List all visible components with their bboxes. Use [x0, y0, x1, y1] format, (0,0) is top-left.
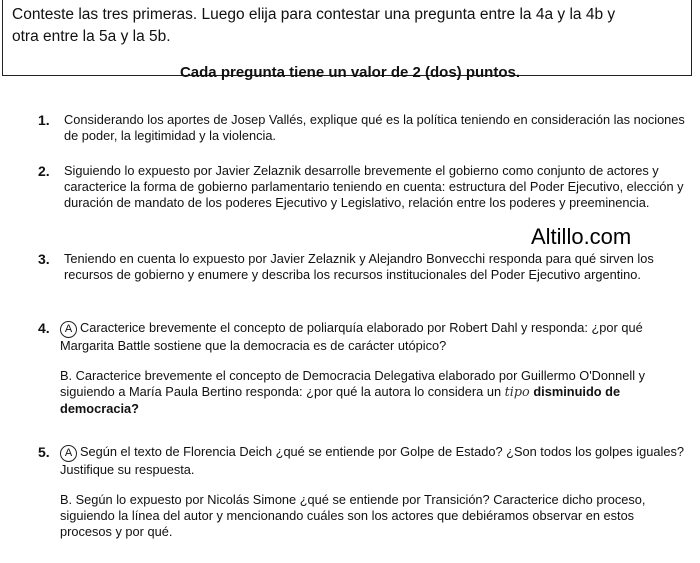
- question-5b-text: B. Según lo expuesto por Nicolás Simone ¿qué se entiende por Transición? Caracterice dicho proceso, siguiendo la línea del autor y mencionando cuáles son los actores que debiéramos observar en estos procesos y por qué.: [60, 492, 646, 539]
- handwritten-note: tipo: [504, 385, 530, 400]
- question-4a-text: Caracterice brevemente el concepto de poliarquía elaborado por Robert Dahl y responda: ¿por qué Margarita Battle sostiene que la democracia es de carácter utópico?: [60, 320, 643, 353]
- instruction-line-1: Conteste las tres primeras. Luego elija para contestar una pregunta entre la 4a y la 4b y: [12, 6, 616, 23]
- question-number: 1.: [38, 112, 50, 128]
- instruction-line-2: otra entre la 5a y la 5b.: [12, 28, 171, 45]
- question-4b: [60, 368, 685, 417]
- question-number: 4.: [38, 320, 50, 336]
- circled-option-mark: A: [60, 321, 77, 338]
- question-5a-text: Según el texto de Florencia Deich ¿qué se entiende por Golpe de Estado? ¿Son todos los golpes iguales? Justifique su respuesta.: [60, 444, 684, 477]
- question-number: 2.: [38, 163, 50, 179]
- instructions-text: [12, 4, 692, 48]
- question-text: Considerando los aportes de Josep Vallés, explique qué es la política teniendo en consideración las nociones de poder, la legitimidad y la violencia.: [64, 112, 685, 143]
- question-text: Siguiendo lo expuesto por Javier Zelaznik desarrolle brevemente el gobierno como conjunto de actores y caracterice la forma de gobierno parlamentario teniendo en cuenta: estructura del Poder Ejecutivo, elección y duración de mandato de los poderes Ejecutivo y Legislativo, relación entre los poderes y preeminencia.: [64, 163, 684, 210]
- question-4b-text: B. Caracterice brevemente el concepto de Democracia Delegativa elaborado por Guillermo O'Donnell y siguiendo a María Paula Bertino responda: ¿por qué la autora lo considera un: [60, 368, 645, 399]
- question-number: 5.: [38, 444, 50, 460]
- watermark: Altillo.com: [531, 224, 632, 249]
- question-4b-text-end: disminuido de democracia?: [60, 384, 621, 416]
- value-note: Cada pregunta tiene un valor de 2 (dos) puntos.: [179, 64, 521, 81]
- question-text: Teniendo en cuenta lo expuesto por Javier Zelaznik y Alejandro Bonvecchi responda para qué sirven los recursos de gobierno y enumere y describa los recursos institucionales del Poder Ejecutivo argentino.: [64, 251, 654, 282]
- circled-option-mark: A: [60, 445, 77, 462]
- question-number: 3.: [38, 251, 50, 267]
